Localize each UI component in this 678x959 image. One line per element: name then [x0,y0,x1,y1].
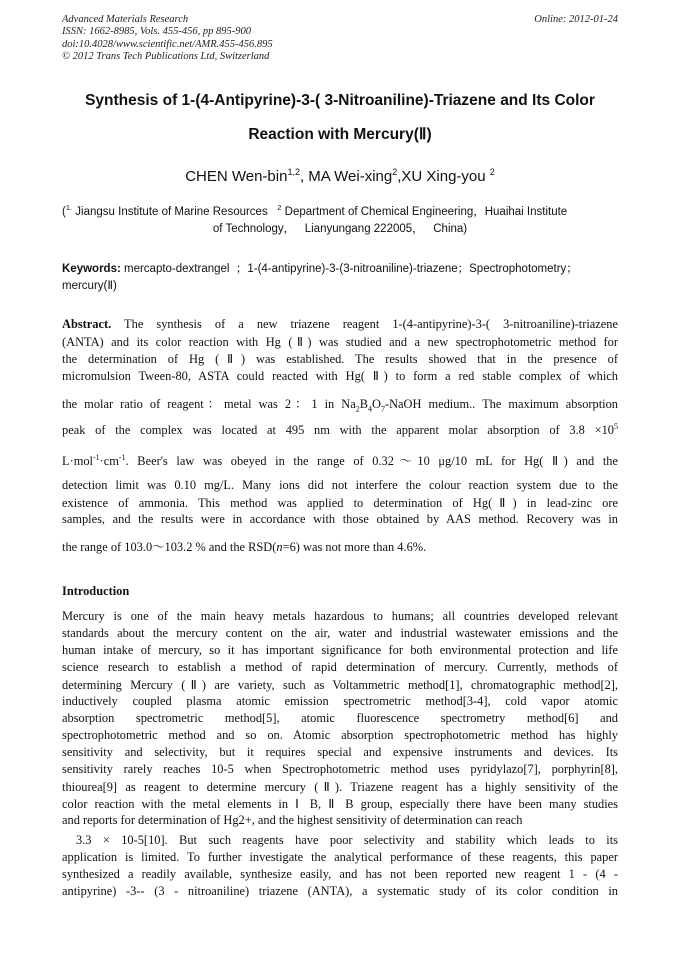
formula-subscript: 4 [368,404,372,414]
intro-line: 3.3 × 10-5[10]. But such reagents have poor selectivity and stability which leads to its [76,833,618,847]
intro-line: spectrophotometric method and so on. Atomic absorption spectrophotometric method has highly [62,728,618,742]
issn-line: ISSN: 1662-8985, Vols. 455-456, pp 895-900 [62,26,251,38]
keywords-label: Keywords: [62,263,121,275]
abstract-line: the determination of Hg (Ⅱ) was established. The results showed that in the presence of [62,352,618,366]
author-affil-mark: 2 [392,167,398,177]
author-name: ,XU Xing-you [397,168,490,185]
abstract-text: B [359,397,368,411]
formula-subscript: 2 [355,404,360,414]
abstract-line [62,422,618,438]
intro-line: absorption spectrometric method[5], atomic fluorescence spectrometry method[6] and [62,711,618,725]
abstract-text: =6) was not more than 4.6%. [282,540,427,554]
keywords-text: mercapto-dextrangel ；1-(4-antipyrine)-3-(3-nitroaniline)-triazene；Spectrophotometry； [120,263,578,275]
abstract-line: micromulsion Tween-80, ASTA could reacted with Hg( Ⅱ) to form a red stable complex of which [62,369,618,383]
affiliation-line-2: of Technology， Lianyungang 222005， China) [212,223,468,235]
intro-line: sensitivity rarely reaches 10-5 when Spectrophotometric method uses pyridylazo[7], porphyrin[8], [62,762,618,776]
intro-line: synthesized a readily available, synthesize easily, and has not been reported new reagent 1 - (4 - [62,867,618,881]
exponent: -1 [118,452,126,462]
exponent: 5 [614,422,618,431]
abstract-text: the range of 103.0～103.2 % and the RSD( [62,540,277,554]
abstract-text: peak of the complex was located at 495 nm with the apparent molar absorption of 3.8 ×10 [62,423,614,438]
intro-line: antipyrine) -3-- (3 - nitroaniline) triazene (ANTA), a systematic study of its color condition in [62,884,618,898]
abstract-line [62,317,618,332]
paper-title-line-1: Synthesis of 1-(4-Antipyrine)-3-( 3-Nitroaniline)-Triazene and Its Color [85,92,595,109]
intro-line: application is limited. To further investigate the analytical performance of these reagents, this paper [62,850,618,864]
author-affil-mark: 2 [489,167,495,177]
abstract-line [62,451,618,469]
intro-line: standards about the mercury content on the air, water and industrial wastewater emissions and the [62,626,618,640]
doi-line: doi:10.4028/www.scientific.net/AMR.455-456.895 [62,38,273,50]
author-name: CHEN Wen-bin [185,168,288,185]
abstract-text: The synthesis of a new triazene reagent 1-(4-antipyrine)-3-( 3-nitroaniline)-triazene [111,317,618,331]
abstract-line [62,537,618,555]
affil-mark: 2 [277,203,282,213]
intro-line: thiourea[9] as reagent to determine mercury (Ⅱ). Triazene reagent has a highly sensitivity of the [62,780,618,794]
author-affil-mark: 1,2 [287,167,300,177]
author-name: , MA Wei-xing [299,168,393,185]
formula-subscript: 7 [380,404,385,414]
exponent: -1 [92,452,100,462]
intro-line: and reports for determination of Hg2+, and the highest sensitivity of determination can reach [62,813,523,827]
affil-text: Jiangsu Institute of Marine Resources [72,206,278,218]
abstract-text: ·cm [99,454,119,468]
affil-text: Department of Chemical Engineering，Huaihai Institute [281,206,568,218]
affiliation-line-1 [62,203,618,219]
intro-line: Mercury is one of the main heavy metals hazardous to humans; all countries developed relevant [62,609,618,623]
keywords-line-1 [62,260,618,276]
intro-line: determining Mercury (Ⅱ) are variety, such as Voltammetric method[1], chromatographic method[2], [62,678,618,692]
copyright-line: © 2012 Trans Tech Publications Ltd, Switzerland [62,51,270,63]
abstract-text: the molar ratio of reagent：metal was 2：1 in Na [62,397,356,411]
affil-paren: ( [62,206,66,218]
intro-line: science research to establish a method of rapid determination of mercury. Currently, methods of [62,660,618,674]
intro-line: color reaction with the metal elements in Ⅰ B, Ⅱ B group, especially there have been many studies [62,797,618,811]
affil-mark: 1. [65,203,73,213]
online-date: Online: 2012-01-24 [534,14,618,25]
intro-line: human intake of mercury, so it has important significance for both environmental protection and life [62,643,618,657]
abstract-text: L·mol [62,454,93,468]
abstract-line: detection limit was 0.10 mg/L. Many ions did not interfere the colour reaction system due to the [62,478,618,492]
abstract-text: -NaOH medium.. The maximum absorption [384,397,619,411]
abstract-label: Abstract. [62,317,112,331]
abstract-text: . Beer's law was obeyed in the range of 0.32～10 μg/10 mL for Hg( Ⅱ) and the [125,454,618,468]
journal-header [62,14,618,64]
keywords-line-2: mercury(Ⅱ) [62,280,117,292]
abstract-line: existence of ammonia. This method was applied to determination of Hg(Ⅱ) in lead-zinc ore [62,496,618,510]
paper-title-line-2: Reaction with Mercury(Ⅱ) [248,126,432,143]
section-heading-introduction: Introduction [62,584,130,598]
abstract-line: (ANTA) and its color reaction with Hg (Ⅱ) was studied and a new spectrophotometric method for [62,335,618,349]
intro-line: sensitivity and selectivity, but it requires special and expensive instruments and devices. Its [62,745,618,759]
intro-line: inductively coupled plasma atomic emission spectrometric method[3-4], cold vapor atomic [62,694,618,708]
abstract-text: n [276,540,283,554]
author-list [62,167,618,185]
abstract-line [62,394,618,413]
abstract-text: O [372,397,381,411]
journal-name: Advanced Materials Research [62,14,189,25]
abstract-line: samples, and the results were in accordance with those obtained by AAS method. Recovery was in [62,512,618,526]
